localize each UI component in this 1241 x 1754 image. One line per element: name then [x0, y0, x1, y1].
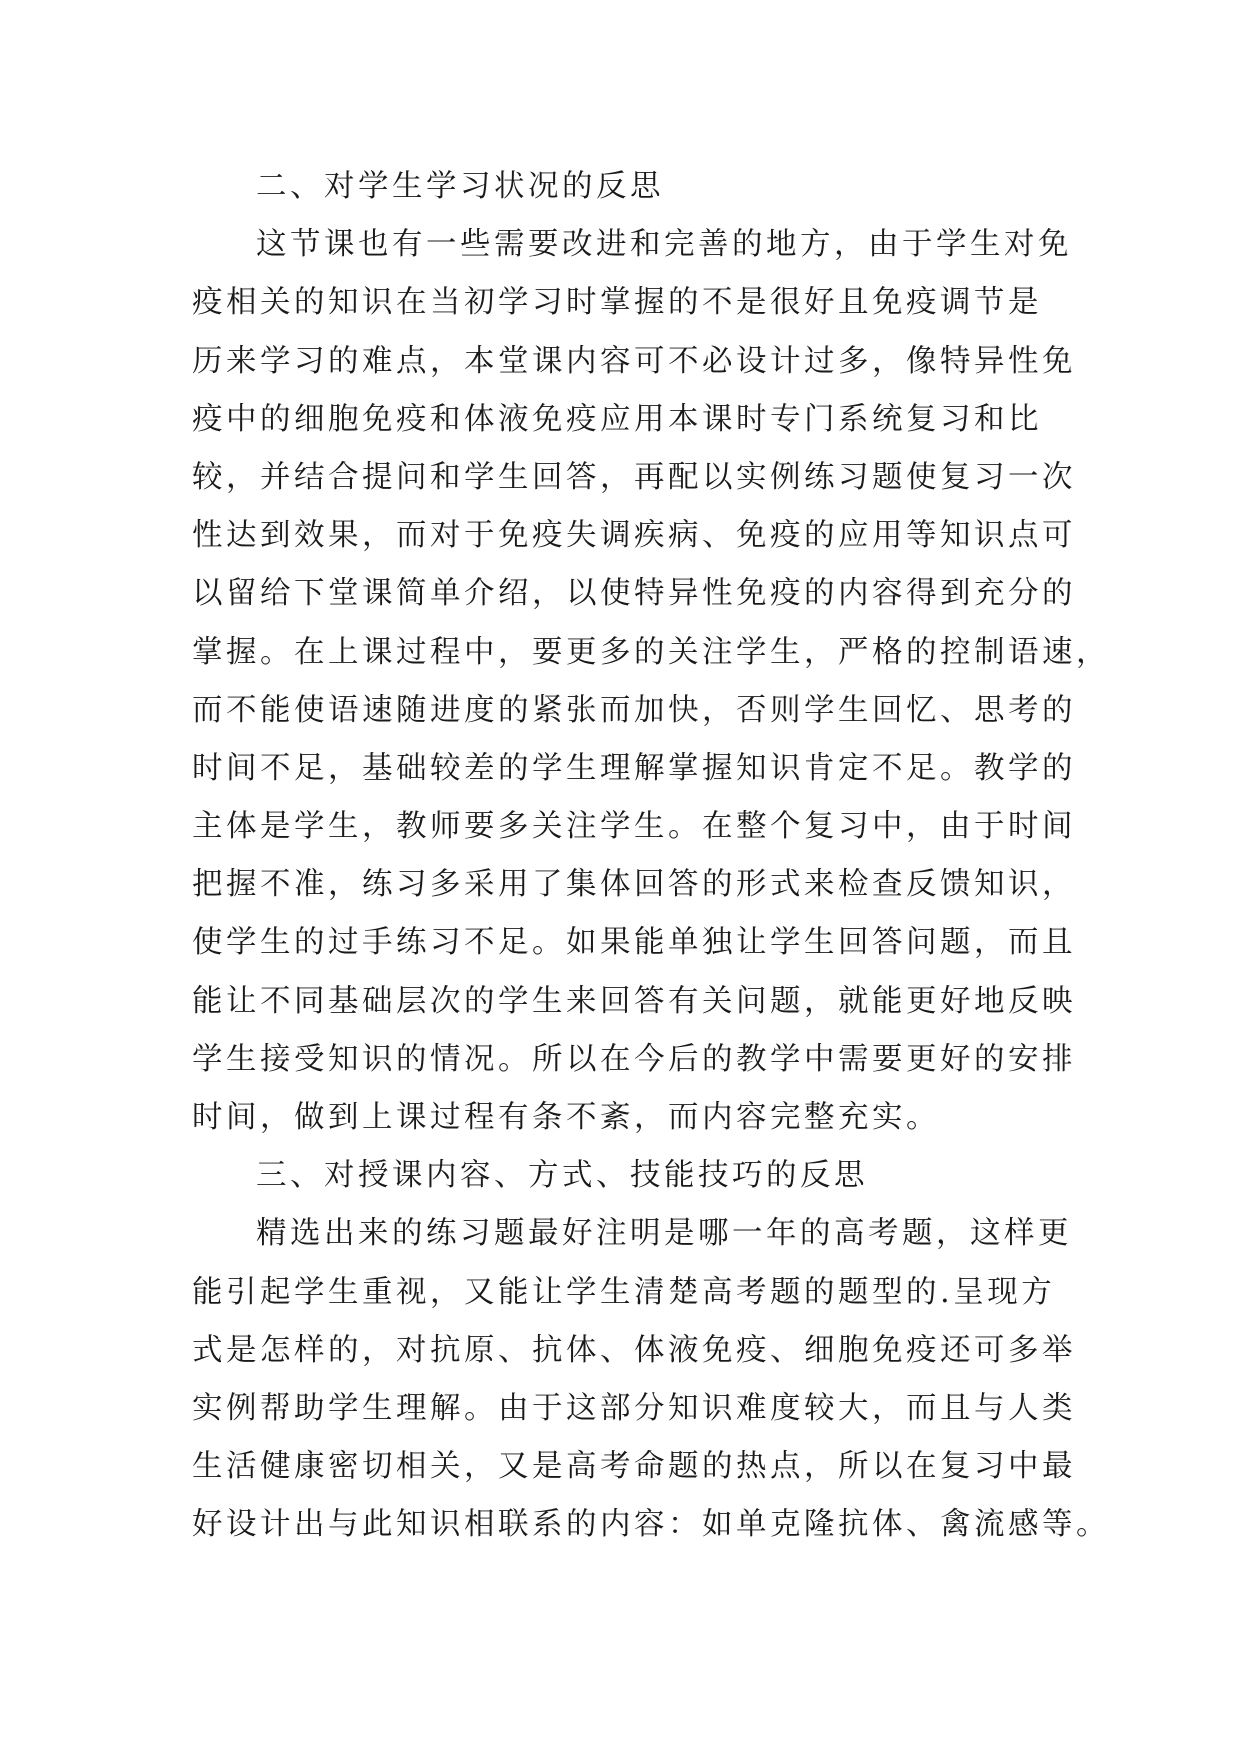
section-heading: 二、对学生学习状况的反思 [256, 169, 664, 204]
paragraph-line: 精选出来的练习题最好注明是哪一年的高考题，这样更 [256, 1216, 1072, 1252]
paragraph-line: 能让不同基础层次的学生来回答有关问题，就能更好地反映 [192, 983, 1076, 1019]
paragraph-line: 掌握。在上课过程中，要更多的关注学生，严格的控制语速， [192, 634, 1110, 670]
paragraph-line: 使学生的过手练习不足。如果能单独让学生回答问题，而且 [192, 925, 1076, 961]
paragraph-line: 学生接受知识的情况。所以在今后的教学中需要更好的安排 [192, 1041, 1076, 1077]
paragraph-line: 好设计出与此知识相联系的内容：如单克隆抗体、禽流感等。 [192, 1507, 1110, 1543]
paragraph-line: 疫中的细胞免疫和体液免疫应用本课时专门系统复习和比 [192, 401, 1042, 437]
paragraph-line: 实例帮助学生理解。由于这部分知识难度较大，而且与人类 [192, 1390, 1076, 1426]
paragraph-line: 疫相关的知识在当初学习时掌握的不是很好且免疫调节是 [192, 285, 1042, 321]
document-body [192, 158, 1110, 1555]
paragraph-line: 时间，做到上课过程有条不紊，而内容完整充实。 [192, 1100, 940, 1135]
paragraph-line: 以留给下堂课简单介绍，以使特异性免疫的内容得到充分的 [192, 576, 1076, 612]
paragraph-line: 这节课也有一些需要改进和完善的地方，由于学生对免 [256, 227, 1072, 263]
paragraph-line: 能引起学生重视，又能让学生清楚高考题的题型的.呈现方 [192, 1274, 1056, 1310]
paragraph-line: 生活健康密切相关，又是高考命题的热点，所以在复习中最 [192, 1449, 1076, 1485]
paragraph-line: 把握不准，练习多采用了集体回答的形式来检查反馈知识， [192, 867, 1076, 903]
paragraph-line: 性达到效果，而对于免疫失调疾病、免疫的应用等知识点可 [192, 518, 1076, 554]
paragraph-line: 较，并结合提问和学生回答，再配以实例练习题使复习一次 [192, 459, 1076, 495]
paragraph-line: 式是怎样的，对抗原、抗体、体液免疫、细胞免疫还可多举 [192, 1332, 1076, 1368]
paragraph-line: 主体是学生，教师要多关注学生。在整个复习中，由于时间 [192, 809, 1076, 845]
paragraph-line: 历来学习的难点，本堂课内容可不必设计过多，像特异性免 [192, 343, 1076, 379]
paragraph-line: 而不能使语速随进度的紧张而加快，否则学生回忆、思考的 [192, 692, 1076, 728]
paragraph-line: 时间不足，基础较差的学生理解掌握知识肯定不足。教学的 [192, 750, 1076, 786]
section-heading: 三、对授课内容、方式、技能技巧的反思 [256, 1158, 868, 1194]
